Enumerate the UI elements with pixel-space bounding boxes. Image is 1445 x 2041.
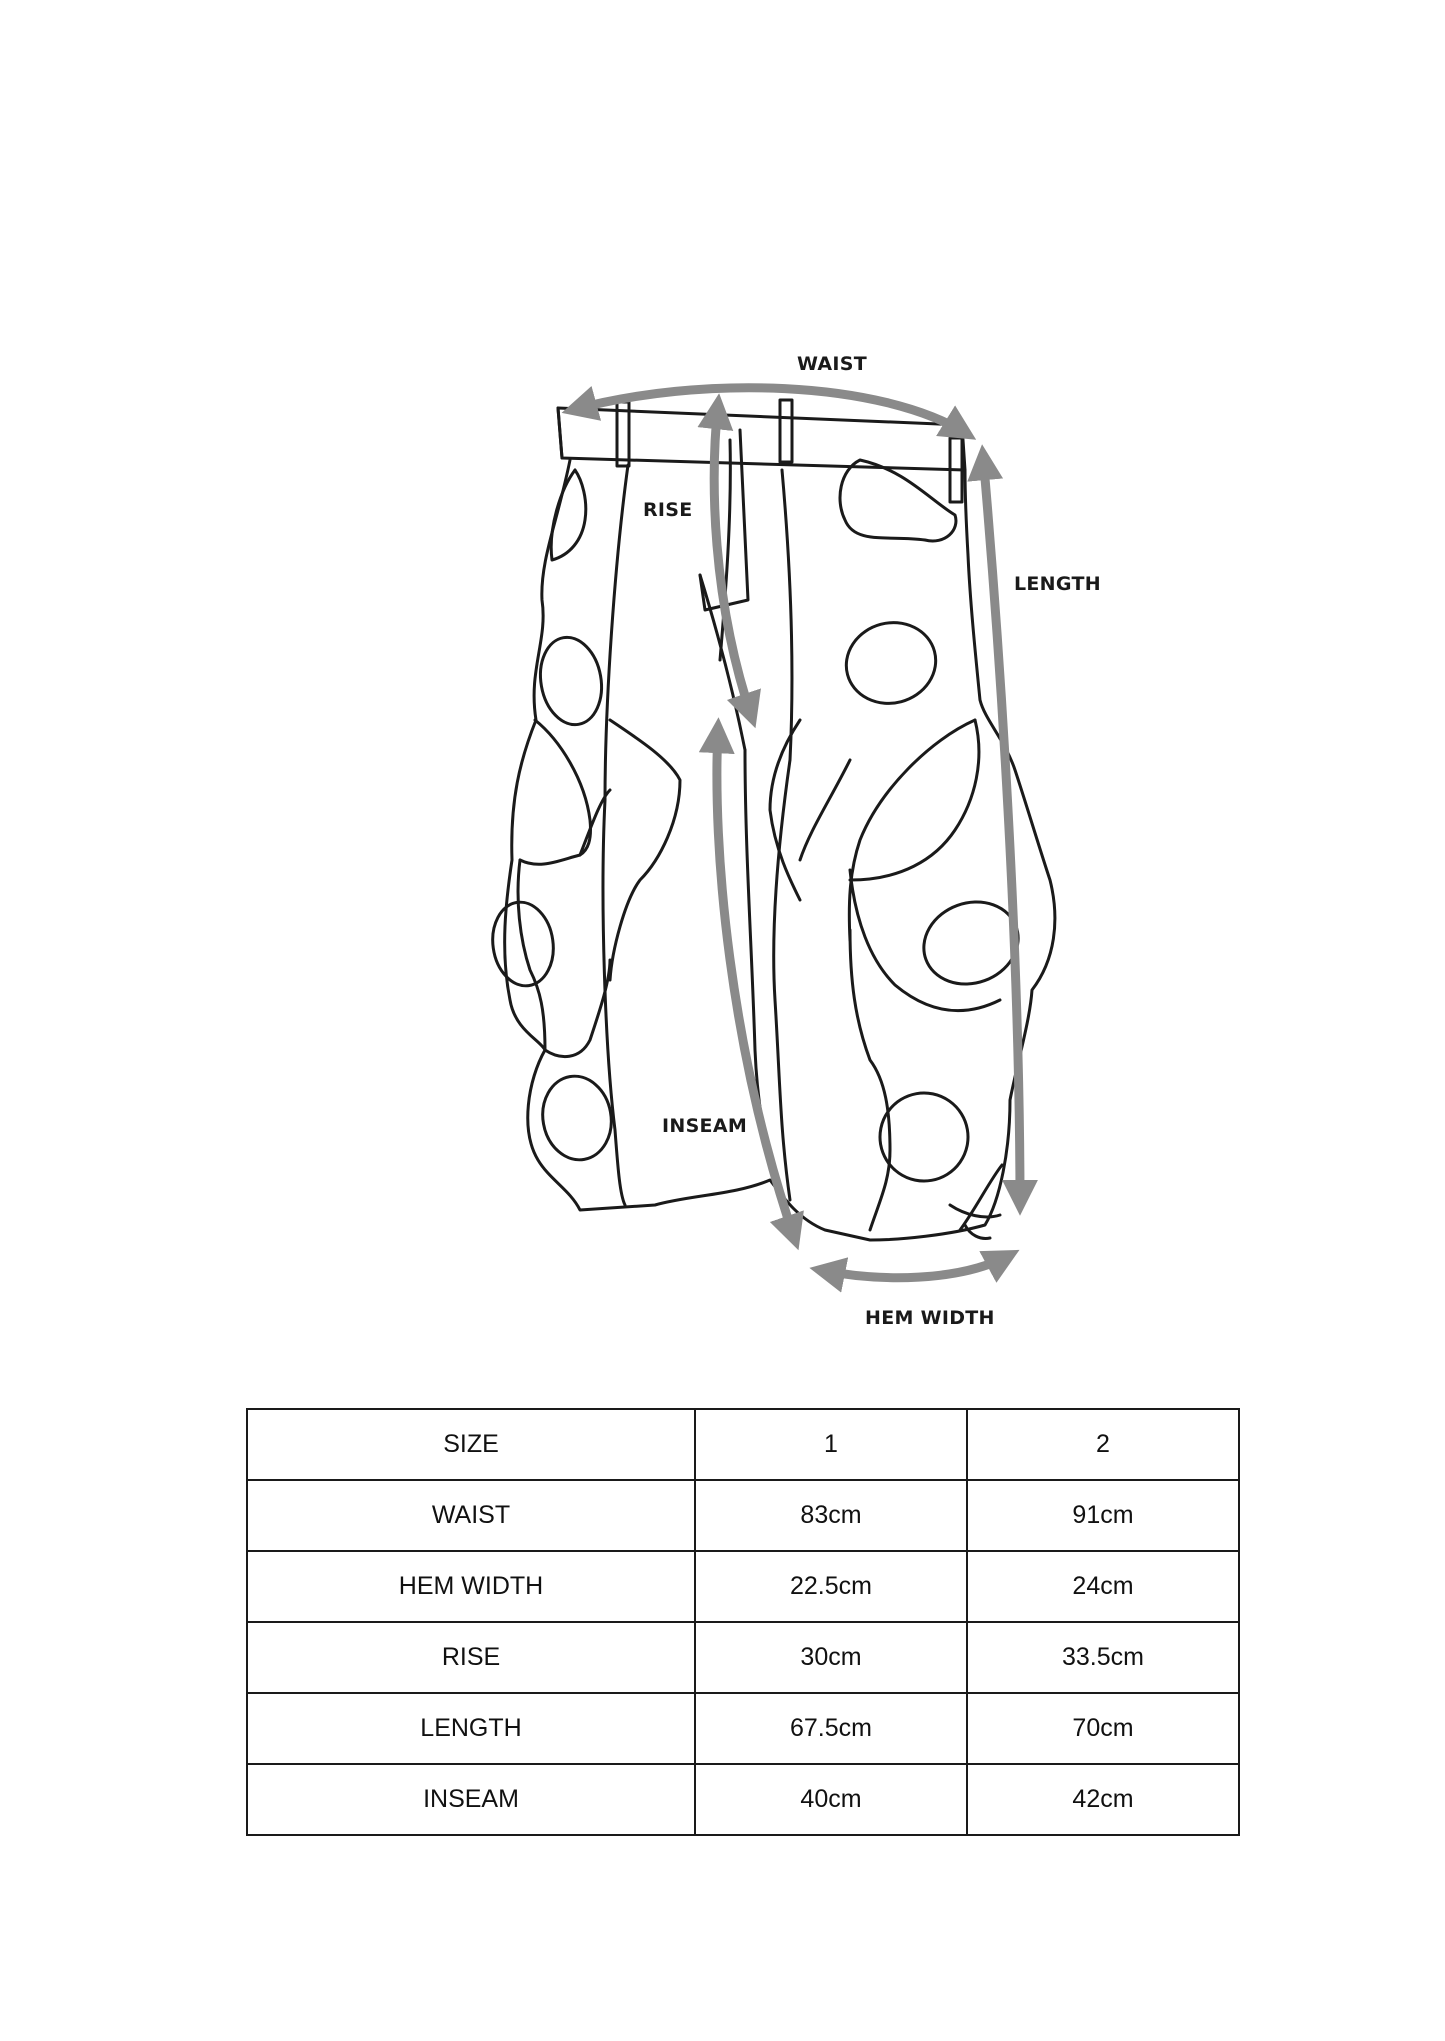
header-size-1: 1 [695,1409,967,1480]
hem-width-arrow [820,1255,1010,1278]
waist-label: WAIST [797,353,868,375]
header-size-label: SIZE [247,1409,695,1480]
table-row-header [247,1409,1239,1480]
row-size-2-value: 70cm [967,1693,1239,1764]
row-size-1-value: 22.5cm [695,1551,967,1622]
row-label: LENGTH [247,1693,695,1764]
row-size-1-value: 67.5cm [695,1693,967,1764]
table-row [247,1764,1239,1835]
table-row [247,1480,1239,1551]
row-size-1-value: 83cm [695,1480,967,1551]
length-label: LENGTH [1014,573,1101,595]
inseam-label: INSEAM [662,1115,748,1137]
table-row [247,1551,1239,1622]
rise-label: RISE [643,499,693,521]
row-label: WAIST [247,1480,695,1551]
header-size-2: 2 [967,1409,1239,1480]
table-row [247,1622,1239,1693]
row-label: INSEAM [247,1764,695,1835]
row-size-1-value: 30cm [695,1622,967,1693]
row-label: HEM WIDTH [247,1551,695,1622]
row-size-1-value: 40cm [695,1764,967,1835]
row-label: RISE [247,1622,695,1693]
row-size-2-value: 42cm [967,1764,1239,1835]
size-chart-table [246,1408,1240,1836]
shorts-sketch [487,400,1054,1240]
length-arrow [983,455,1020,1205]
row-size-2-value: 24cm [967,1551,1239,1622]
row-size-2-value: 33.5cm [967,1622,1239,1693]
row-size-2-value: 91cm [967,1480,1239,1551]
table-row [247,1693,1239,1764]
hem-width-label: HEM WIDTH [865,1307,995,1329]
